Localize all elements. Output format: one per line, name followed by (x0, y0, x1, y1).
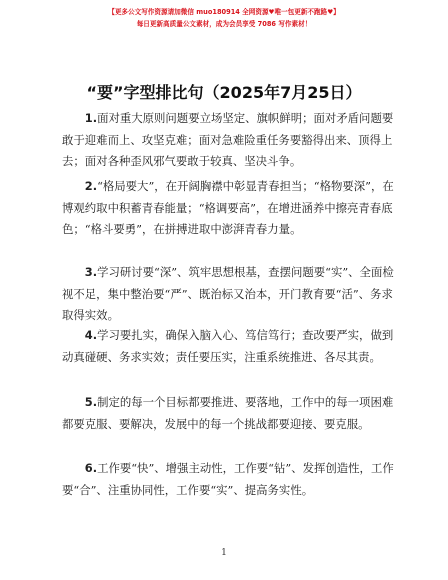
paragraph-text: “格局要大”，在开阔胸襟中彰显青春担当；“格物要深”，在博观约取中积蓄青春能量；“格调要高”，在增进涵养中擦亮青春底色；“格斗要勇”，在拼搏进取中澎湃青春力量。 (62, 179, 394, 236)
paragraph-3 (62, 262, 395, 327)
paragraph-text: 学习研讨要“深”、筑牢思想根基，查摆问题要“实”、全面检视不足，集中整治要“严”、既治标又治本，开门教育要“活”、务求取得实效。 (62, 265, 394, 322)
paragraph-number: 6. (84, 461, 98, 475)
paragraph-2 (62, 176, 395, 241)
paragraph-5 (62, 392, 395, 435)
paragraph-number: 4. (84, 328, 98, 342)
promo-banner (0, 6, 448, 30)
paragraph-4 (62, 325, 395, 368)
paragraph-6 (62, 458, 395, 501)
paragraph-text: 面对重大原则问题要立场坚定、旗帜鲜明；面对矛盾问题要敢于迎难而上、攻坚克难；面对急难险重任务要豁得出来、顶得上去；面对各种歪风邪气要敢于较真、坚决斗争。 (62, 111, 394, 168)
paragraph-number: 3. (84, 265, 98, 279)
paragraph-number: 1. (84, 111, 98, 125)
paragraph-text: 学习要扎实，确保入脑入心、笃信笃行；查改要严实，做到动真碰硬、务求实效；责任要压实，注重系统推进、各尽其责。 (62, 328, 394, 364)
paragraph-text: 制定的每一个目标都要推进、要落地，工作中的每一项困难都要克服、要解决，发展中的每一个挑战都要迎接、要克服。 (62, 395, 394, 431)
paragraph-number: 5. (84, 395, 98, 409)
document-title: “要”字型排比句（2025年7月25日） (86, 83, 362, 102)
paragraph-1 (62, 108, 395, 173)
promo-line-1: 【更多公文写作资源请加微信 muo180914 全网资源♥唯一包更新不跑路♥】 (108, 8, 340, 16)
paragraph-number: 2. (84, 179, 98, 193)
paragraph-text: 工作要“快”、增强主动性，工作要“钻”、发挥创造性，工作要“合”、注重协同性，工作要“实”、提高务实性。 (62, 461, 394, 497)
page-number: 1 (221, 548, 227, 558)
promo-line-2: 每日更新高质量公文素材，成为会员享受 7086 写作素材！ (136, 20, 312, 28)
